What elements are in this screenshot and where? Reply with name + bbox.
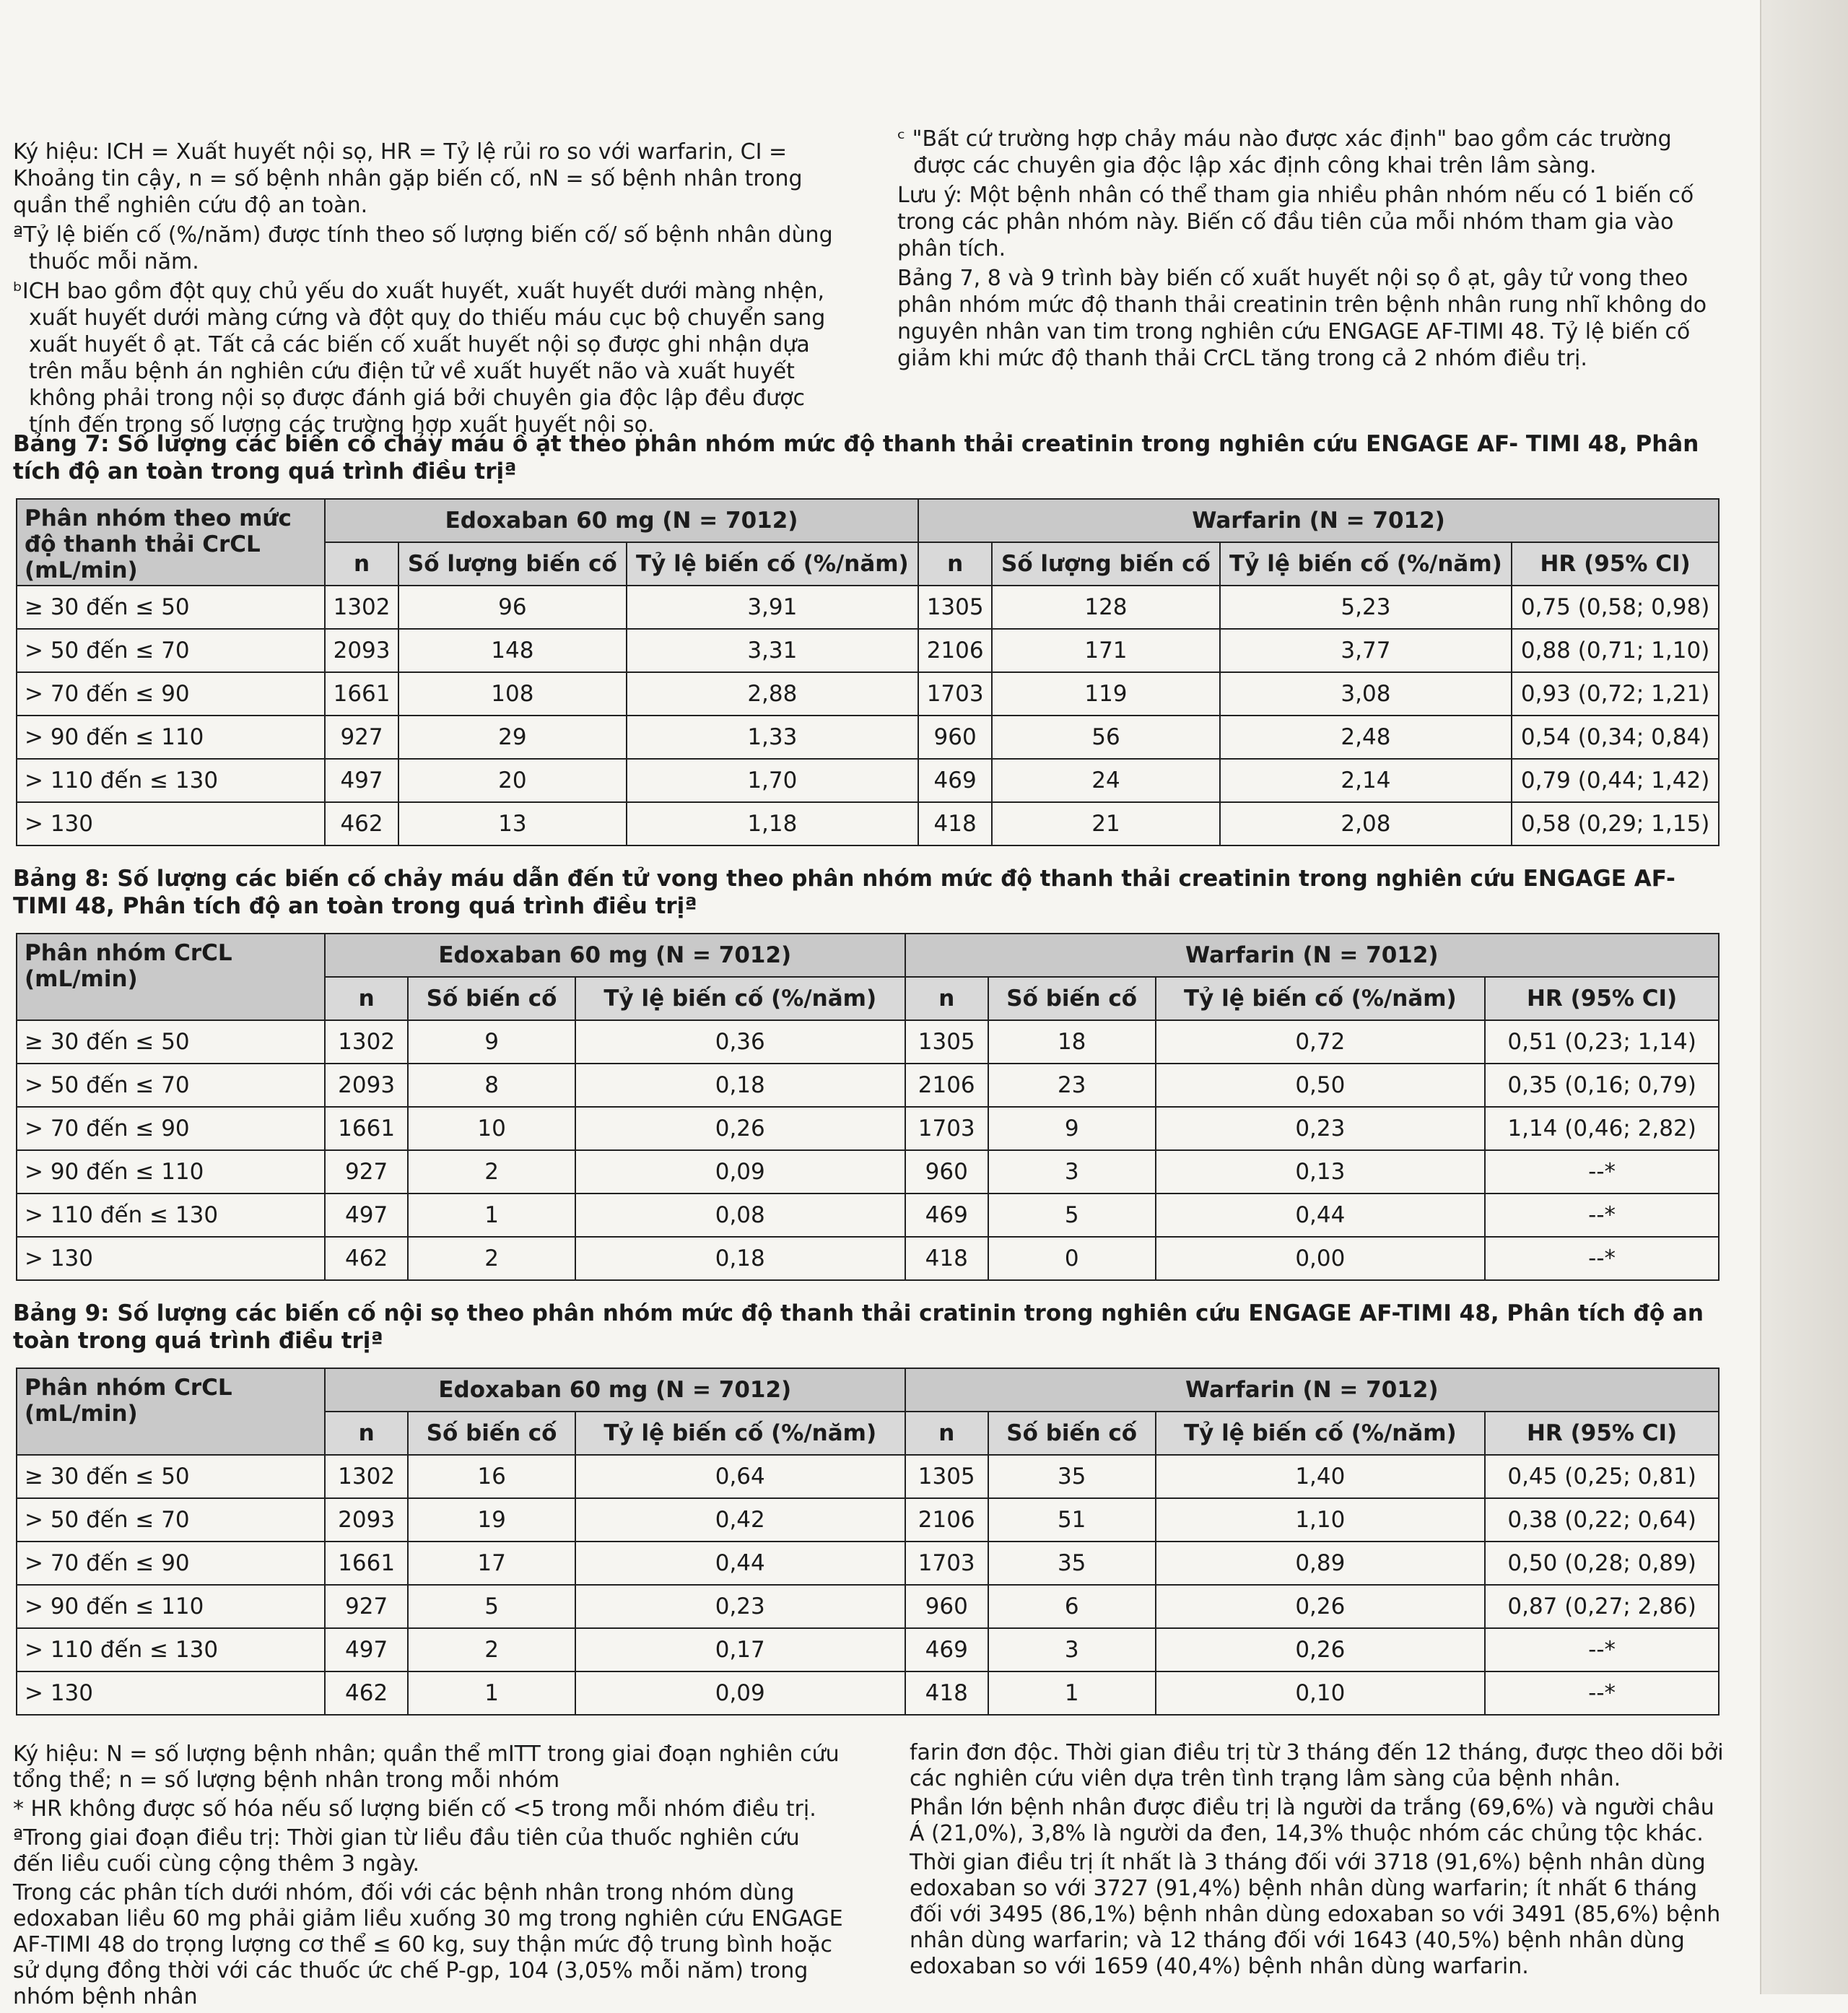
row-label-cell: > 50 đến ≤ 70 <box>17 1064 325 1107</box>
col-header: n <box>325 1412 408 1455</box>
body-paragraph: Phần lớn bệnh nhân được điều trị là người da trắng (69,6%) và người châu Á (21,0%), 3,8% là người da đen, 14,3% thuộc nhóm các chủng tộc khác. <box>910 1795 1714 1846</box>
table-cell: 35 <box>988 1455 1156 1498</box>
table-row <box>17 759 1719 802</box>
group-header: Phân nhóm CrCL (mL/min) <box>17 1368 325 1455</box>
table-cell: --* <box>1485 1150 1719 1194</box>
table-row <box>17 1585 1719 1628</box>
table-cell: 0,38 (0,22; 0,64) <box>1485 1498 1719 1542</box>
table-cell: 2093 <box>325 1498 408 1542</box>
table-cell: 6 <box>988 1585 1156 1628</box>
warfarin-header: Warfarin (N = 7012) <box>918 499 1719 542</box>
table-cell: 0,51 (0,23; 1,14) <box>1485 1020 1719 1064</box>
table-cell: 2,08 <box>1220 802 1512 845</box>
table-row <box>17 1542 1719 1585</box>
row-label-cell: > 50 đến ≤ 70 <box>17 1498 325 1542</box>
table-cell: 5 <box>408 1585 575 1628</box>
table-cell: 0,89 <box>1156 1542 1486 1585</box>
table-cell: 2,88 <box>627 672 918 716</box>
table-cell: 13 <box>398 802 627 845</box>
table-cell: 2 <box>408 1150 575 1194</box>
row-label-cell: ≥ 30 đến ≤ 50 <box>17 586 325 629</box>
footnote-b: ᵇICH bao gồm đột quỵ chủ yếu do xuất huyết, xuất huyết dưới màng nhện, xuất huyết dưới màng cứng và đột quỵ do thiếu máu cục bộ chuyển sang xuất huyết ồ ạt. Tất cả các biến cố xuất huyết nội sọ được ghi nhận dựa trên mẫu bệnh án nghiên cứu điện tử về xuất huyết não và xuất huyết không phải trong nội sọ được đánh giá bởi chuyên gia độc lập đều được tính đến trong số lượng các trường hợp xuất huyết nội sọ. <box>13 279 826 438</box>
table-row <box>17 802 1719 845</box>
col-header: Tỷ lệ biến cố (%/năm) <box>575 1412 905 1455</box>
row-label-cell: > 70 đến ≤ 90 <box>17 1542 325 1585</box>
table-cell: 1305 <box>918 586 992 629</box>
edoxaban-header: Edoxaban 60 mg (N = 7012) <box>325 499 918 542</box>
table-row <box>17 1671 1719 1715</box>
table-cell: 2106 <box>905 1498 988 1542</box>
row-label-cell: > 70 đến ≤ 90 <box>17 1107 325 1150</box>
table-cell: 0,54 (0,34; 0,84) <box>1512 716 1719 759</box>
table-cell: 1302 <box>325 1020 408 1064</box>
table-cell: 927 <box>325 1585 408 1628</box>
table-cell: 1305 <box>905 1020 988 1064</box>
table-cell: 3,77 <box>1220 629 1512 672</box>
table-cell: 9 <box>408 1020 575 1064</box>
table-row <box>17 1498 1719 1542</box>
bottom-right-text <box>910 1740 1732 1983</box>
col-header: n <box>918 542 992 586</box>
table-cell: 0,72 <box>1156 1020 1486 1064</box>
table-row <box>17 1150 1719 1194</box>
table7-caption: Bảng 7: Số lượng các biến cố chảy máu ồ ạt theo phân nhóm mức độ thanh thải creatinin trong nghiên cứu ENGAGE AF- TIMI 48, Phân tích độ an toàn trong quá trình điều trịª <box>13 431 1699 484</box>
col-header: Tỷ lệ biến cố (%/năm) <box>575 977 905 1020</box>
table-cell: 1,14 (0,46; 2,82) <box>1485 1107 1719 1150</box>
table-cell: 0,10 <box>1156 1671 1486 1715</box>
table-cell: 0,09 <box>575 1671 905 1715</box>
table-row <box>17 1628 1719 1671</box>
table-cell: 21 <box>992 802 1220 845</box>
table-cell: 96 <box>398 586 627 629</box>
table-cell: 24 <box>992 759 1220 802</box>
col-header: n <box>325 542 398 586</box>
table-cell: 960 <box>905 1585 988 1628</box>
row-label-cell: > 110 đến ≤ 130 <box>17 759 325 802</box>
legend-note-bottom: Ký hiệu: N = số lượng bệnh nhân; quần thể mITT trong giai đoạn nghiên cứu tổng thể; n = số lượng bệnh nhân trong mỗi nhóm <box>13 1742 840 1793</box>
table-cell: 1,40 <box>1156 1455 1486 1498</box>
col-header: HR (95% CI) <box>1485 977 1719 1020</box>
table-cell: 17 <box>408 1542 575 1585</box>
table-cell: 108 <box>398 672 627 716</box>
table-cell: 0,42 <box>575 1498 905 1542</box>
group-header: Phân nhóm theo mức độ thanh thải CrCL (mL/min) <box>17 499 325 586</box>
table-cell: 0,88 (0,71; 1,10) <box>1512 629 1719 672</box>
table-cell: 8 <box>408 1064 575 1107</box>
table-cell: 0,50 (0,28; 0,89) <box>1485 1542 1719 1585</box>
col-header: n <box>905 977 988 1020</box>
table-cell: 128 <box>992 586 1220 629</box>
table-cell: 0,00 <box>1156 1237 1486 1280</box>
col-header: HR (95% CI) <box>1512 542 1719 586</box>
table-cell: 3,31 <box>627 629 918 672</box>
table-cell: 0,87 (0,27; 2,86) <box>1485 1585 1719 1628</box>
legend-note: Ký hiệu: ICH = Xuất huyết nội sọ, HR = Tỷ lệ rủi ro so với warfarin, CI = Khoảng tin cậy, n = số bệnh nhân gặp biến cố, nN = số bệnh nhân trong quần thể nghiên cứu độ an toàn. <box>13 139 803 218</box>
col-header: n <box>325 977 408 1020</box>
col-header: Tỷ lệ biến cố (%/năm) <box>1156 1412 1486 1455</box>
table-cell: 0,79 (0,44; 1,42) <box>1512 759 1719 802</box>
table-cell: 3,08 <box>1220 672 1512 716</box>
row-label-cell: > 110 đến ≤ 130 <box>17 1628 325 1671</box>
table8 <box>16 933 1720 1281</box>
row-label-cell: > 50 đến ≤ 70 <box>17 629 325 672</box>
table-cell: 2 <box>408 1237 575 1280</box>
table-cell: 35 <box>988 1542 1156 1585</box>
table-row <box>17 1237 1719 1280</box>
table-cell: 469 <box>918 759 992 802</box>
col-header: Tỷ lệ biến cố (%/năm) <box>627 542 918 586</box>
table-cell: 0,64 <box>575 1455 905 1498</box>
table-cell: 29 <box>398 716 627 759</box>
table-cell: 18 <box>988 1020 1156 1064</box>
table-row <box>17 1020 1719 1064</box>
warfarin-header: Warfarin (N = 7012) <box>905 934 1719 977</box>
table-cell: 1 <box>988 1671 1156 1715</box>
table-cell: 1661 <box>325 672 398 716</box>
table-cell: 23 <box>988 1064 1156 1107</box>
table-cell: 0,36 <box>575 1020 905 1064</box>
footnote-a-bottom: ªTrong giai đoạn điều trị: Thời gian từ liều đầu tiên của thuốc nghiên cứu đến liều cuối cùng cộng thêm 3 ngày. <box>13 1825 800 1877</box>
table-cell: --* <box>1485 1237 1719 1280</box>
table-cell: 0,09 <box>575 1150 905 1194</box>
table-cell: 0,45 (0,25; 0,81) <box>1485 1455 1719 1498</box>
table-cell: 1661 <box>325 1542 408 1585</box>
table-row <box>17 629 1719 672</box>
table-cell: 1302 <box>325 1455 408 1498</box>
footnote-c: ᶜ "Bất cứ trường hợp chảy máu nào được xác định" bao gồm các trường được các chuyên gia độc lập xác định công khai trên lâm sàng. <box>897 126 1672 178</box>
table-row <box>17 1194 1719 1237</box>
table8-caption: Bảng 8: Số lượng các biến cố chảy máu dẫn đến tử vong theo phân nhóm mức độ thanh thải creatinin trong nghiên cứu ENGAGE AF- TIMI 48, Phân tích độ an toàn trong quá trình điều trịª <box>13 866 1675 919</box>
adjacent-page-edge <box>1760 0 1848 1994</box>
table-cell: 418 <box>905 1237 988 1280</box>
edoxaban-header: Edoxaban 60 mg (N = 7012) <box>325 1368 905 1412</box>
table-cell: 5,23 <box>1220 586 1512 629</box>
table-cell: 0,26 <box>575 1107 905 1150</box>
col-header: Tỷ lệ biến cố (%/năm) <box>1156 977 1486 1020</box>
edoxaban-header: Edoxaban 60 mg (N = 7012) <box>325 934 905 977</box>
table-cell: 56 <box>992 716 1220 759</box>
table-cell: 0,26 <box>1156 1628 1486 1671</box>
table-cell: 3 <box>988 1628 1156 1671</box>
table-cell: --* <box>1485 1628 1719 1671</box>
table-cell: 16 <box>408 1455 575 1498</box>
table-cell: 0,08 <box>575 1194 905 1237</box>
table-cell: 1703 <box>918 672 992 716</box>
table-cell: 960 <box>905 1150 988 1194</box>
row-label-cell: > 90 đến ≤ 110 <box>17 1150 325 1194</box>
table-cell: 0,23 <box>575 1585 905 1628</box>
table-cell: 469 <box>905 1194 988 1237</box>
table-cell: 1,70 <box>627 759 918 802</box>
table-cell: 119 <box>992 672 1220 716</box>
col-header: n <box>905 1412 988 1455</box>
table-cell: 462 <box>325 1671 408 1715</box>
note-luu-y: Lưu ý: Một bệnh nhân có thể tham gia nhiều phân nhóm nếu có 1 biến cố trong các phân nhóm này. Biến cố đầu tiên của mỗi nhóm tham gia vào phân tích. <box>897 183 1694 261</box>
body-paragraph: Trong các phân tích dưới nhóm, đối với các bệnh nhân trong nhóm dùng edoxaban liều 60 mg phải giảm liều xuống 30 mg trong nghiên cứu ENGAGE AF-TIMI 48 do trọng lượng cơ thể ≤ 60 kg, suy thận mức độ trung bình hoặc sử dụng đồng thời với các thuốc ức chế P-gp, 104 (3,05% mỗi năm) trong nhóm bệnh nhân <box>13 1880 843 2009</box>
table-cell: 171 <box>992 629 1220 672</box>
body-paragraph: Thời gian điều trị ít nhất là 3 tháng đối với 3718 (91,6%) bệnh nhân dùng edoxaban so với 3727 (91,4%) bệnh nhân dùng warfarin; ít nhất 6 tháng đối với 3495 (86,1%) bệnh nhân dùng edoxaban so với 3491 (85,6%) bệnh nhân dùng warfarin; và 12 tháng đối với 1643 (40,5%) bệnh nhân dùng edoxaban so với 1659 (40,4%) bệnh nhân dùng warfarin. <box>910 1850 1721 1979</box>
table-row <box>17 1107 1719 1150</box>
group-header: Phân nhóm CrCL (mL/min) <box>17 934 325 1020</box>
row-label-cell: > 70 đến ≤ 90 <box>17 672 325 716</box>
row-label-cell: ≥ 30 đến ≤ 50 <box>17 1020 325 1064</box>
table-cell: 2093 <box>325 1064 408 1107</box>
table-cell: --* <box>1485 1671 1719 1715</box>
table-cell: 2,14 <box>1220 759 1512 802</box>
col-header: Số biến cố <box>988 1412 1156 1455</box>
row-label-cell: ≥ 30 đến ≤ 50 <box>17 1455 325 1498</box>
table-cell: 960 <box>918 716 992 759</box>
table-cell: 469 <box>905 1628 988 1671</box>
table-cell: 1305 <box>905 1455 988 1498</box>
table-cell: 10 <box>408 1107 575 1150</box>
table-cell: 0,44 <box>575 1542 905 1585</box>
table9-caption: Bảng 9: Số lượng các biến cố nội sọ theo phân nhóm mức độ thanh thải cratinin trong nghiên cứu ENGAGE AF-TIMI 48, Phân tích độ an toàn trong quá trình điều trịª <box>13 1300 1704 1354</box>
table-cell: 51 <box>988 1498 1156 1542</box>
table-cell: 1703 <box>905 1542 988 1585</box>
intro-paragraph: Bảng 7, 8 và 9 trình bày biến cố xuất huyết nội sọ ồ ạt, gây tử vong theo phân nhóm mức độ thanh thải creatinin trên bệnh nhân rung nhĩ không do nguyên nhân van tim trong nghiên cứu ENGAGE AF-TIMI 48. Tỷ lệ biến cố giảm khi mức độ thanh thải CrCL tăng trong cả 2 nhóm điều trị. <box>897 266 1707 371</box>
table-cell: 2106 <box>918 629 992 672</box>
col-header: Số biến cố <box>988 977 1156 1020</box>
table-cell: 418 <box>905 1671 988 1715</box>
table-cell: 148 <box>398 629 627 672</box>
table9 <box>16 1368 1720 1716</box>
table-cell: 462 <box>325 802 398 845</box>
table-cell: 0,18 <box>575 1237 905 1280</box>
table-cell: 0,17 <box>575 1628 905 1671</box>
table-row <box>17 1455 1719 1498</box>
table-row <box>17 716 1719 759</box>
table-cell: 19 <box>408 1498 575 1542</box>
table-cell: 0,50 <box>1156 1064 1486 1107</box>
row-label-cell: > 90 đến ≤ 110 <box>17 1585 325 1628</box>
table-row <box>17 586 1719 629</box>
table-cell: 0,13 <box>1156 1150 1486 1194</box>
table-cell: 2,48 <box>1220 716 1512 759</box>
table-cell: 497 <box>325 759 398 802</box>
table-cell: 0,35 (0,16; 0,79) <box>1485 1064 1719 1107</box>
table-cell: 2 <box>408 1628 575 1671</box>
col-header: Số lượng biến cố <box>992 542 1220 586</box>
table-cell: 1,33 <box>627 716 918 759</box>
footnote-a: ªTỷ lệ biến cố (%/năm) được tính theo số lượng biến cố/ số bệnh nhân dùng thuốc mỗi năm. <box>13 222 833 274</box>
table-cell: --* <box>1485 1194 1719 1237</box>
table-cell: 0,18 <box>575 1064 905 1107</box>
table-cell: 462 <box>325 1237 408 1280</box>
footnote-star: * HR không được số hóa nếu số lượng biến cố <5 trong mỗi nhóm điều trị. <box>13 1796 816 1822</box>
table-cell: 0,93 (0,72; 1,21) <box>1512 672 1719 716</box>
table-cell: 2093 <box>325 629 398 672</box>
table-cell: 5 <box>988 1194 1156 1237</box>
row-label-cell: > 130 <box>17 1671 325 1715</box>
table-cell: 0,75 (0,58; 0,98) <box>1512 586 1719 629</box>
col-header: Số biến cố <box>408 977 575 1020</box>
table-cell: 497 <box>325 1194 408 1237</box>
table-cell: 9 <box>988 1107 1156 1150</box>
table-cell: 3 <box>988 1150 1156 1194</box>
table7 <box>16 498 1720 846</box>
table-cell: 1,10 <box>1156 1498 1486 1542</box>
col-header: Số lượng biến cố <box>398 542 627 586</box>
col-header: HR (95% CI) <box>1485 1412 1719 1455</box>
table-row <box>17 1064 1719 1107</box>
table-cell: 1,18 <box>627 802 918 845</box>
table-cell: 1 <box>408 1194 575 1237</box>
table-cell: 1302 <box>325 586 398 629</box>
table-cell: 20 <box>398 759 627 802</box>
table-cell: 0,58 (0,29; 1,15) <box>1512 802 1719 845</box>
table-cell: 497 <box>325 1628 408 1671</box>
table-row <box>17 672 1719 716</box>
table-cell: 1703 <box>905 1107 988 1150</box>
row-label-cell: > 110 đến ≤ 130 <box>17 1194 325 1237</box>
row-label-cell: > 130 <box>17 1237 325 1280</box>
table-cell: 1661 <box>325 1107 408 1150</box>
table-cell: 0,26 <box>1156 1585 1486 1628</box>
row-label-cell: > 130 <box>17 802 325 845</box>
table-cell: 0,44 <box>1156 1194 1486 1237</box>
table-cell: 0,23 <box>1156 1107 1486 1150</box>
table-cell: 927 <box>325 1150 408 1194</box>
table-cell: 3,91 <box>627 586 918 629</box>
col-header: Số biến cố <box>408 1412 575 1455</box>
warfarin-header: Warfarin (N = 7012) <box>905 1368 1719 1412</box>
body-paragraph: farin đơn độc. Thời gian điều trị từ 3 tháng đến 12 tháng, được theo dõi bởi các nghiên cứu viên dựa trên tình trạng lâm sàng của bệnh nhân. <box>910 1740 1724 1791</box>
table-cell: 1 <box>408 1671 575 1715</box>
table-cell: 0 <box>988 1237 1156 1280</box>
row-label-cell: > 90 đến ≤ 110 <box>17 716 325 759</box>
col-header: Tỷ lệ biến cố (%/năm) <box>1220 542 1512 586</box>
table-cell: 418 <box>918 802 992 845</box>
top-right-notes <box>897 126 1720 375</box>
table-cell: 2106 <box>905 1064 988 1107</box>
top-left-notes <box>13 139 836 441</box>
table-cell: 927 <box>325 716 398 759</box>
bottom-left-text <box>13 1742 843 2013</box>
